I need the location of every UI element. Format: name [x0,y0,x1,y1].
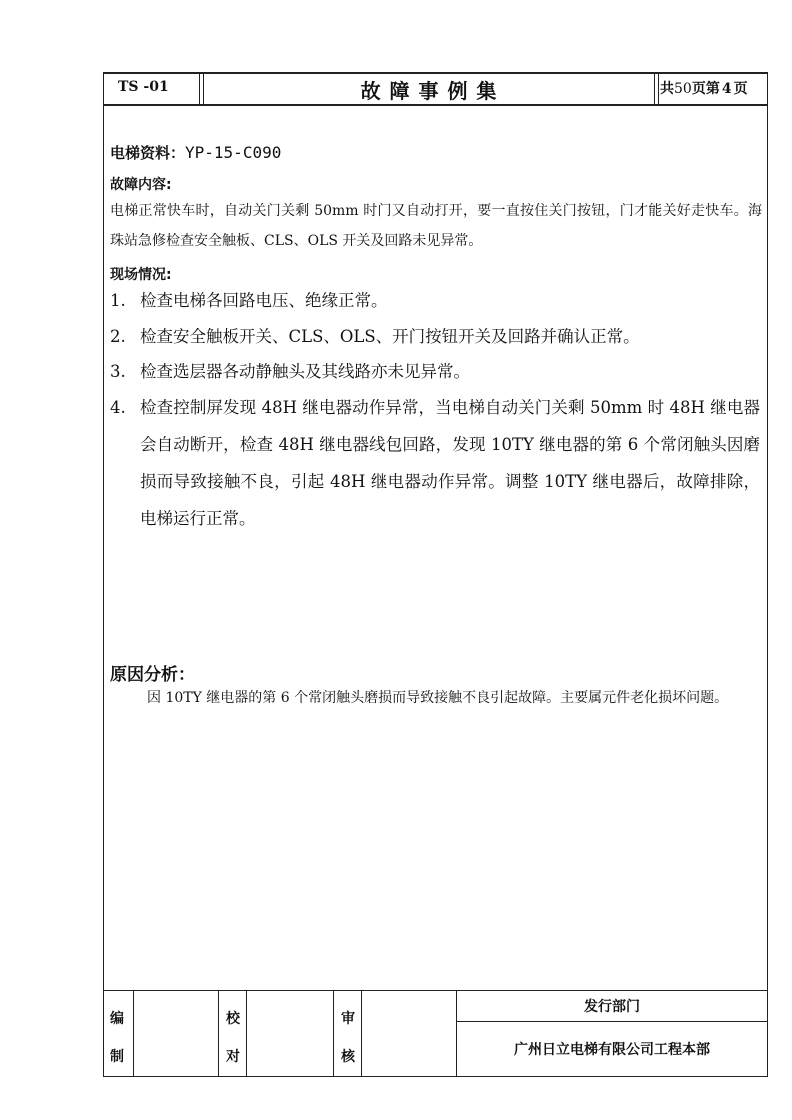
footer-divider-3 [246,990,247,1077]
list-item [110,389,760,537]
footer-divider-2 [218,990,219,1077]
page-current: 4 [721,81,732,97]
page-info-prefix: 共 [660,81,674,97]
header-divider-1 [199,72,200,105]
reviewer-label-bottom: 核 [341,1049,355,1065]
list-item [110,353,760,390]
list-item-number: 2. [110,327,126,346]
fault-text: 电梯正常快车时，自动关门关剩 50mm 时门又自动打开，要一直按住关门按钮，门才能关好走快车。海珠站急修检查安全触板、CLS、OLS 开关及回路未见异常。 [110,203,762,249]
elevator-model: YP-15-C090 [185,143,282,162]
elevator-info [110,142,281,163]
page-info [660,78,768,98]
dept-name: 广州日立电梯有限公司工程本部 [514,1042,710,1058]
list-item-text: 检查电梯各回路电压、绝缘正常。 [140,291,388,310]
doc-code: TS -01 [118,79,169,95]
list-item-number: 1. [110,291,126,310]
page-info-mid: 页第 [691,81,720,97]
list-item-number: 3. [110,362,126,381]
list-item [110,282,760,319]
editor-label-bottom: 制 [110,1049,124,1065]
reviewer-label-top: 审 [341,1011,355,1027]
list-item-text: 检查安全触板开关、CLS、OLS、开门按钮开关及回路并确认正常。 [140,327,640,346]
frame-right [767,72,768,1077]
site-label: 现场情况: [110,267,172,283]
frame-left [103,72,104,1077]
header-divider-3 [654,72,655,105]
page-total: 50 [674,81,692,97]
fault-label: 故障内容: [110,177,172,193]
cause-label: 原因分析： [110,665,195,685]
page-info-suffix: 页 [733,81,748,97]
dept-label: 发行部门 [584,999,640,1015]
frame-bottom [103,1076,768,1077]
elevator-label: 电梯资料： [110,144,186,162]
footer-divider-5 [361,990,362,1077]
footer-divider-4 [333,990,334,1077]
footer-divider-1 [133,990,134,1077]
list-item-number: 4. [110,398,126,417]
checker-label-bottom: 对 [226,1049,240,1065]
list-item-text: 检查控制屏发现 48H 继电器动作异常，当电梯自动关门关剩 50mm 时 48H 继电器会自动断开，检查 48H 继电器线包回路，发现 10TY 继电器的第 6 个常闭触头因磨损而导致接触不良，引起 48H 继电器动作异常。调整 10TY 继电器后，故障排除，电梯运行正常。 [140,398,760,528]
cause-text: 因 10TY 继电器的第 6 个常闭触头磨损而导致接触不良引起故障。主要属元件老化损坏问题。 [147,690,729,706]
checker-label-top: 校 [226,1011,240,1027]
page-title: 故 障 事 例 集 [360,78,498,103]
list-item [110,318,760,355]
header-divider-4 [658,72,659,105]
editor-label-top: 编 [110,1011,124,1027]
list-item-text: 检查选层器各动静触头及其线路亦未见异常。 [140,362,470,381]
